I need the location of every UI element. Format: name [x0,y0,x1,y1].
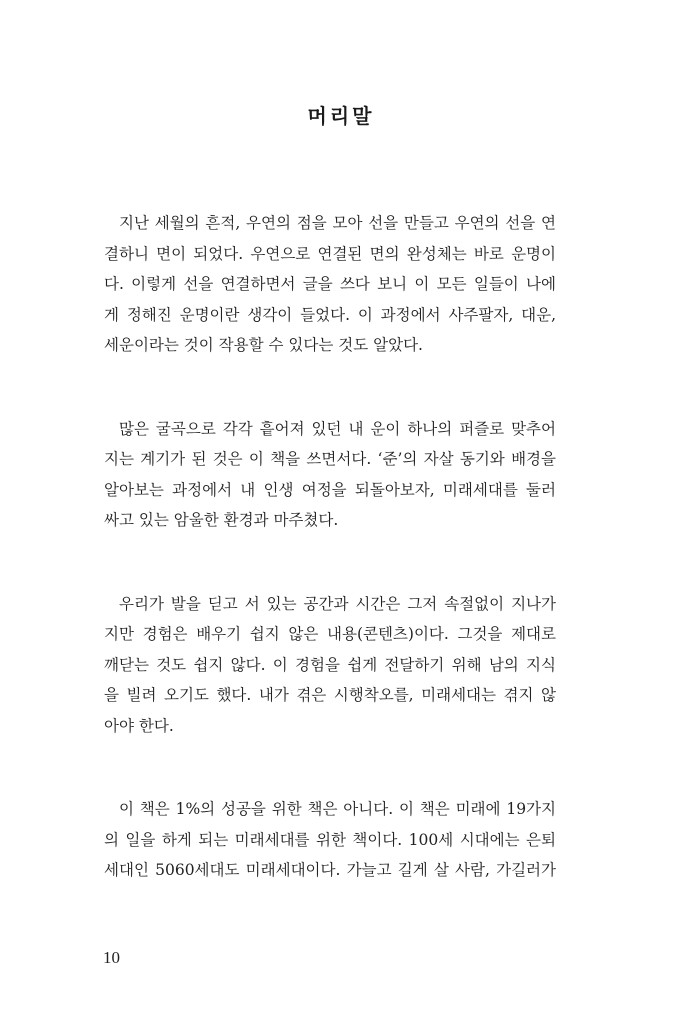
paragraph-line: 지만 경험은 배우기 쉽지 않은 내용(콘텐츠)이다. 그것을 제대로 [104,625,556,643]
paragraph-gap [104,741,556,794]
paragraph-line: 깨닫는 것도 쉽지 않다. 이 경험을 쉽게 전달하기 위해 남의 지식 [104,655,556,674]
paragraph-4 [104,794,556,886]
paragraph-line: 지는 계기가 된 것은 이 책을 쓰면서다. ‘준’의 자살 동기와 배경을 [104,450,556,468]
body-text [104,208,556,886]
paragraph-line: 다. 이렇게 선을 연결하면서 글을 쓰다 보니 이 모든 일들이 나에 [104,275,556,293]
paragraph-line: 세대인 5060세대도 미래세대이다. 가늘고 길게 살 사람, 가길러가 [104,861,556,879]
paragraph-line: 우리가 발을 딛고 서 있는 공간과 시간은 그저 속절없이 지나가 [119,594,556,613]
paragraph-line: 이 책은 1%의 성공을 위한 책은 아니다. 이 책은 미래에 19가지 [119,800,556,818]
page-number: 10 [103,948,120,967]
page-title: 머리말 [307,104,375,128]
paragraph-3 [104,589,556,742]
paragraph-line: 의 일을 하게 되는 미래세대를 위한 책이다. 100세 시대에는 은퇴 [104,830,556,849]
paragraph-line: 지난 세월의 흔적, 우연의 점을 모아 선을 만들고 우연의 선을 연 [119,214,556,232]
paragraph-line: 아야 한다. [104,716,174,735]
paragraph-line: 알아보는 과정에서 내 인생 여정을 되돌아보자, 미래세대를 둘러 [104,480,556,499]
paragraph-line: 게 정해진 운명이란 생각이 들었다. 이 과정에서 사주팔자, 대운, [104,305,556,324]
paragraph-line: 싸고 있는 암울한 환경과 마주쳤다. [104,511,339,529]
paragraph-2 [104,414,556,536]
paragraph-line: 많은 굴곡으로 각각 흩어져 있던 내 운이 하나의 퍼즐로 맞추어 [119,419,556,438]
paragraph-line: 세운이라는 것이 작용할 수 있다는 것도 알았다. [104,336,423,354]
paragraph-1 [104,208,556,361]
paragraph-gap [104,536,556,589]
paragraph-gap [104,361,556,414]
paragraph-line: 을 빌려 오기도 했다. 내가 겪은 시행착오를, 미래세대는 겪지 않 [104,686,556,704]
paragraph-line: 결하니 면이 되었다. 우연으로 연결된 면의 완성체는 바로 운명이 [104,244,556,263]
